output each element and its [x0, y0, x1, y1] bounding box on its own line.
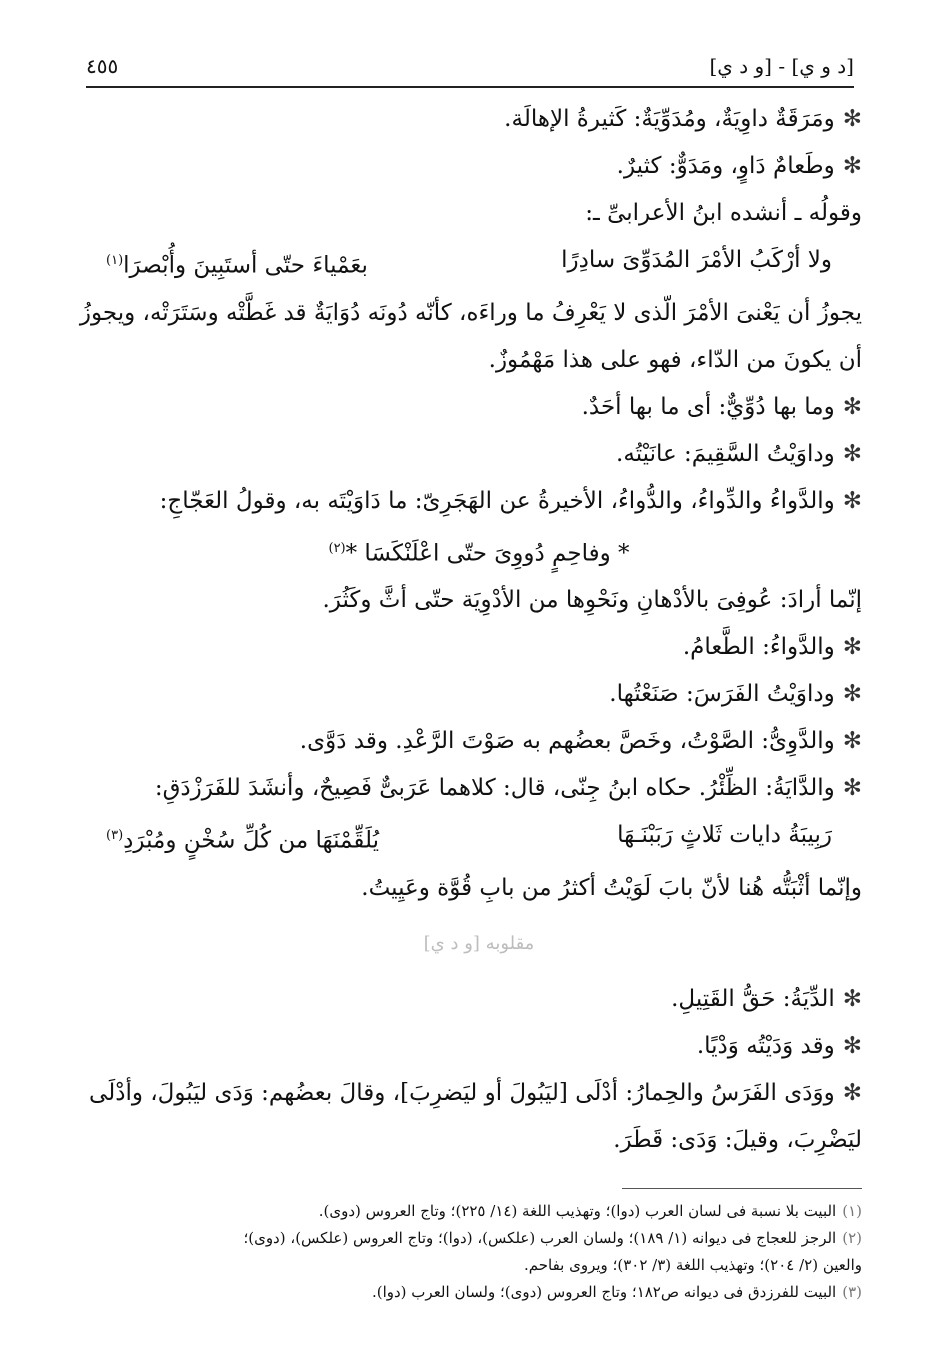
line-text: ووَدَى الفَرَسُ والحِمارُ: أدْلَى [ليَبُولَ أو ليَضرِبَ]، وقالَ بعضُهم: وَدَى ليَبُولَ، وأدْلَى	[89, 1079, 835, 1106]
line-text: وقد وَدَيْتُه وَدْيًا.	[696, 1032, 835, 1059]
verse-hemistich-second: يُلَقِّمْنَهَا من كُلِّ سُخْنٍ ومُبْرَدِ$^{(٣)}$	[106, 827, 380, 854]
dictionary-entry	[96, 976, 862, 1023]
footnote	[96, 1225, 862, 1252]
asterisk-icon: ✻	[842, 1032, 862, 1059]
line-text: وما بها دُوِّيٌّ: أى ما بها أحَدٌ.	[581, 393, 835, 420]
page-header-title: [د و ي] - [و د ي]	[709, 54, 854, 78]
asterisk-icon: ✻	[842, 775, 862, 802]
dictionary-entry	[89, 1070, 862, 1117]
dictionary-entry	[96, 624, 862, 671]
line-text: والدَّواءُ: الطَّعامُ.	[682, 634, 835, 661]
line-text: أن يكونَ من الدّاء، فهو على هذا مَهْمُوزٌ.	[488, 346, 862, 373]
section-heading: مقلوبه [و د ي]	[423, 932, 535, 954]
footnote-text: البيت بلا نسبة فى لسان العرب (دوا)؛ وتهذيب اللغة (١٤/ ٢٢٥)؛ وتاج العروس (دوى).	[318, 1202, 837, 1220]
footnote-number: (٣)	[842, 1283, 862, 1301]
line-text: وإنّما أثْبَتُّه هُنا لأنّ بابَ لَوَيْتُ أكثرُ من بابِ قُوَّة وعَيِيتُ.	[361, 874, 862, 901]
text-line	[96, 337, 862, 384]
asterisk-icon: ✻	[842, 106, 862, 132]
footnote-text: والعين (٢/ ٢٠٤)؛ وتهذيب اللغة (٣/ ٣٠٢)؛ ويروى بفاحم.	[524, 1256, 862, 1274]
asterisk-icon: ✻	[842, 728, 862, 755]
line-text: يجوزُ أن يَعْنىَ الأمْرَ الّذى لا يَعْرِفُ ما وراءَه، كأنّه دُونَه دُوَايَةٌ قد غَطَّتْه وسَتَرَتْه، ويجوزُ	[79, 299, 862, 326]
footnote-rule	[622, 1188, 862, 1189]
dictionary-entry	[96, 96, 862, 143]
asterisk-icon: ✻	[842, 487, 862, 514]
dictionary-entry	[96, 671, 862, 718]
rajaz-line: * وفاحِمٍ دُووِىَ حتّى اعْلَنْكَسَا *$^{(٢)}$	[328, 540, 630, 567]
dictionary-entry	[96, 478, 862, 525]
footnotes	[96, 1198, 862, 1306]
asterisk-icon: ✻	[842, 681, 862, 708]
footnote-ref: (١)	[106, 253, 124, 268]
line-text: إنّما أرادَ: عُوفِىَ بالأدْهانِ ونَحْوِها من الأدْوِيَة حتّى أثَّ وكَثُرَ.	[322, 587, 862, 614]
footnote-text: البيت للفرزدق فى ديوانه ص١٨٢؛ وتاج العروس (دوى)؛ ولسان العرب (دوا).	[371, 1283, 837, 1301]
asterisk-icon: ✻	[842, 985, 862, 1012]
footnote	[96, 1279, 862, 1306]
footnote-number: (١)	[842, 1202, 862, 1220]
asterisk-icon: ✻	[842, 1079, 862, 1106]
asterisk-icon: ✻	[842, 153, 862, 179]
line-text: وداوَيْتُ السَّقِيمَ: عانَيْتُه.	[616, 440, 835, 467]
text-line	[79, 290, 862, 337]
line-text: الدِّيَةُ: حَقُّ القَتِيلِ.	[671, 985, 835, 1012]
line-text: وداوَيْتُ الفَرَسَ: صَنَعْتُها.	[609, 681, 835, 708]
text-line	[96, 577, 862, 624]
footnote-text: الرجز للعجاج فى ديوانه (١/ ١٨٩)؛ ولسان العرب (علكس)، (دوا)؛ وتاج العروس (علكس)، (دوى)؛	[243, 1229, 837, 1247]
line-text: والدَّوِىُّ: الصَّوْتُ، وخَصَّ بعضُهم به صَوْتَ الرَّعْدِ. وقد دَوَّى.	[299, 728, 835, 755]
line-text: وقولُه ـ أنشده ابنُ الأعرابىِّ ـ:	[585, 200, 862, 226]
asterisk-icon: ✻	[842, 440, 862, 467]
header-rule	[86, 86, 854, 88]
line-text: والدَّايَةُ: الظِّئْرُ. حكاه ابنُ جِنّى، قال: كلاهما عَرَبىٌّ فَصِيحٌ، وأنشَدَ للفَرَزْدَقِ:	[154, 775, 835, 802]
asterisk-icon: ✻	[842, 393, 862, 420]
text-line	[96, 1117, 862, 1164]
dictionary-entry	[96, 143, 862, 190]
footnote	[96, 1252, 862, 1279]
page-number: ٤٥٥	[86, 54, 119, 78]
line-text: والدَّواءُ والدِّواءُ، والدُّواءُ، الأخيرةُ عن الهَجَرِىّ: ما دَاوَيْتَه به، وقولُ العَجّاجِ:	[159, 487, 835, 514]
footnote-number: (٢)	[842, 1229, 862, 1247]
asterisk-icon: ✻	[842, 634, 862, 661]
verse-hemistich-second: بعَمْياءَ حتّى أستَبِينَ وأُبْصرَا$^{(١)}$	[106, 252, 368, 279]
line-text: ليَضْرِبَ، وقيلَ: وَدَى: قَطَرَ.	[613, 1126, 862, 1153]
footnote-ref: (٢)	[328, 540, 346, 556]
footnote	[96, 1198, 862, 1225]
page-header	[86, 48, 854, 84]
text-line	[96, 190, 862, 237]
main-text	[79, 96, 862, 1164]
line-text: وطَعامٌ دَاوٍ، ومَدَوٌّ: كثيرٌ.	[616, 153, 835, 179]
verse-line	[96, 237, 862, 290]
verse-hemistich-first: ولا أرْكَبُ الأمْرَ المُدَوِّىَ سادِرًا	[561, 247, 832, 273]
footnote-ref: (٣)	[106, 828, 124, 844]
line-text: ومَرَقَةٌ داوِيَةٌ، ومُدَوِّيَةٌ: كَثيرةُ الإهالَة.	[504, 106, 835, 132]
verse-hemistich-first: رَبِيبَةُ دايات ثَلاثٍ رَبَبْنَـهَا	[617, 822, 832, 849]
dictionary-entry	[96, 1023, 862, 1070]
text-line	[96, 865, 862, 912]
dictionary-entry	[96, 718, 862, 765]
dictionary-entry	[96, 384, 862, 431]
verse-line	[96, 812, 862, 865]
dictionary-entry	[96, 431, 862, 478]
dictionary-entry	[96, 765, 862, 812]
